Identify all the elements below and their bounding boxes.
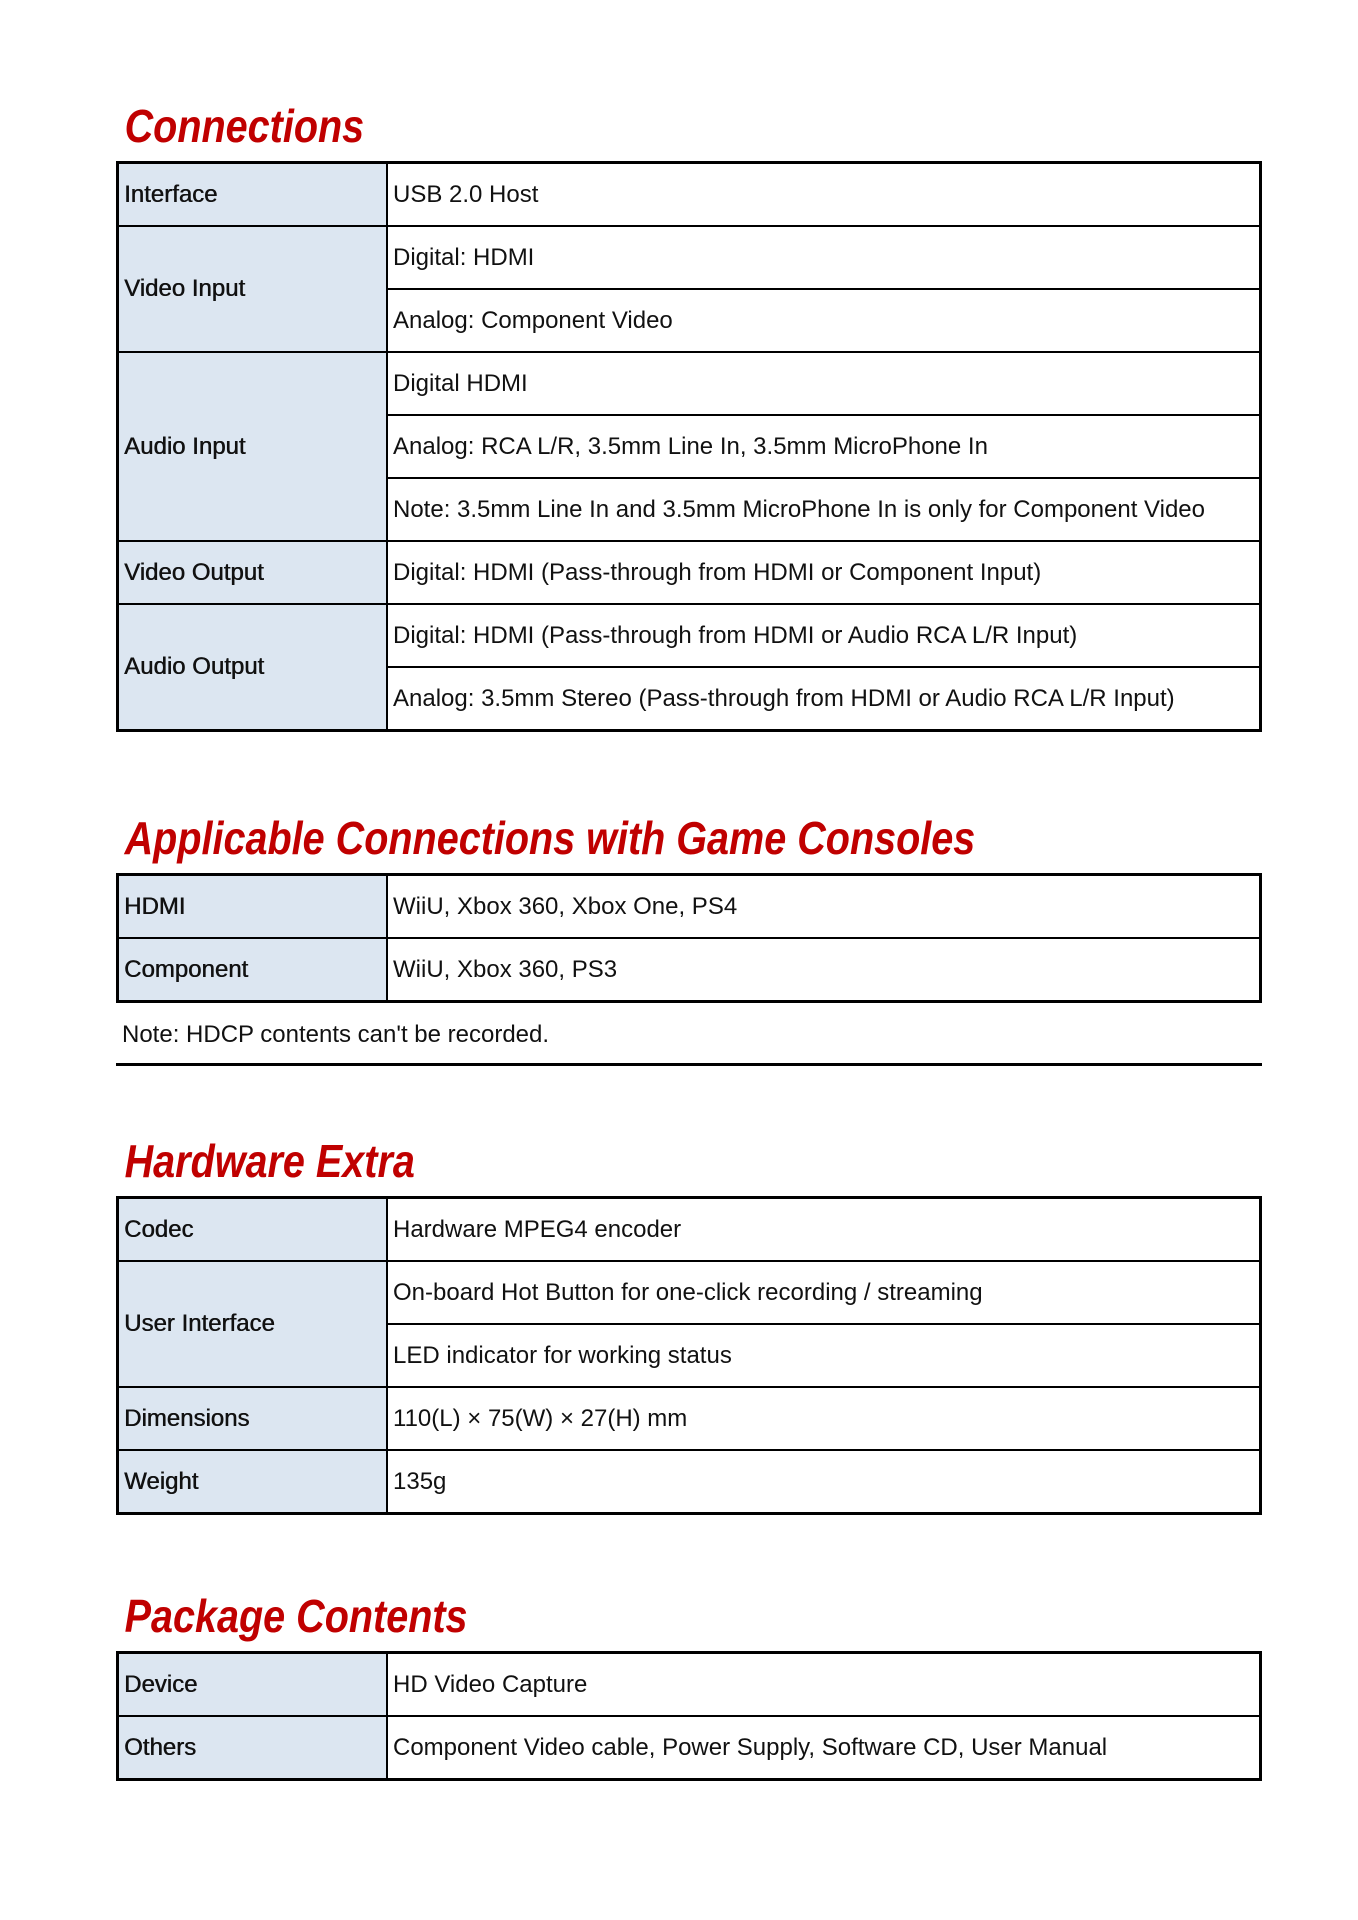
table-row [118, 1450, 1261, 1514]
row-value: LED indicator for working status [387, 1324, 1261, 1387]
row-value: Hardware MPEG4 encoder [387, 1198, 1261, 1262]
row-value: 110(L) × 75(W) × 27(H) mm [387, 1387, 1261, 1450]
table-row [118, 1198, 1261, 1262]
row-label: Others [118, 1716, 388, 1780]
hardware-table [116, 1196, 1262, 1515]
row-value: Digital: HDMI (Pass-through from HDMI or Component Input) [387, 541, 1261, 604]
package-section [116, 1590, 1262, 1781]
consoles-heading: Applicable Connections with Game Consoles [124, 812, 976, 864]
table-row [118, 1653, 1261, 1717]
table-row [118, 938, 1261, 1002]
table-row [118, 875, 1261, 939]
row-value: HD Video Capture [387, 1653, 1261, 1717]
consoles-section [116, 812, 1262, 1066]
divider [116, 1063, 1262, 1066]
table-row [118, 226, 1261, 289]
table-row [118, 1387, 1261, 1450]
row-value: Analog: 3.5mm Stereo (Pass-through from HDMI or Audio RCA L/R Input) [387, 667, 1261, 731]
row-value: Note: 3.5mm Line In and 3.5mm MicroPhone In is only for Component Video [387, 478, 1261, 541]
row-value: Digital HDMI [387, 352, 1261, 415]
package-table [116, 1651, 1262, 1781]
table-row [118, 352, 1261, 415]
row-label: Device [118, 1653, 388, 1717]
row-value: Digital: HDMI (Pass-through from HDMI or Audio RCA L/R Input) [387, 604, 1261, 667]
hardware-section [116, 1135, 1262, 1515]
row-label: Interface [118, 163, 388, 227]
table-row [118, 1261, 1261, 1324]
row-value: 135g [387, 1450, 1261, 1514]
row-label: Weight [118, 1450, 388, 1514]
connections-section [116, 100, 1262, 732]
row-label: HDMI [118, 875, 388, 939]
table-row [118, 541, 1261, 604]
hardware-heading: Hardware Extra [124, 1135, 415, 1187]
table-row [118, 604, 1261, 667]
connections-table [116, 161, 1262, 732]
row-value: Component Video cable, Power Supply, Software CD, User Manual [387, 1716, 1261, 1780]
row-value: USB 2.0 Host [387, 163, 1261, 227]
hdcp-note: Note: HDCP contents can't be recorded. [122, 1021, 550, 1048]
row-label: Component [118, 938, 388, 1002]
row-value: WiiU, Xbox 360, Xbox One, PS4 [387, 875, 1261, 939]
row-value: WiiU, Xbox 360, PS3 [387, 938, 1261, 1002]
table-row [118, 163, 1261, 227]
row-label: Video Input [118, 226, 388, 352]
row-label: Video Output [118, 541, 388, 604]
row-label: User Interface [118, 1261, 388, 1387]
row-value: Digital: HDMI [387, 226, 1261, 289]
row-value: Analog: RCA L/R, 3.5mm Line In, 3.5mm MicroPhone In [387, 415, 1261, 478]
row-value: Analog: Component Video [387, 289, 1261, 352]
row-label: Dimensions [118, 1387, 388, 1450]
table-row [118, 1716, 1261, 1780]
consoles-table [116, 873, 1262, 1003]
row-value: On-board Hot Button for one-click recording / streaming [387, 1261, 1261, 1324]
connections-heading: Connections [124, 100, 365, 152]
row-label: Codec [118, 1198, 388, 1262]
package-heading: Package Contents [124, 1590, 468, 1642]
row-label: Audio Input [118, 352, 388, 541]
row-label: Audio Output [118, 604, 388, 731]
